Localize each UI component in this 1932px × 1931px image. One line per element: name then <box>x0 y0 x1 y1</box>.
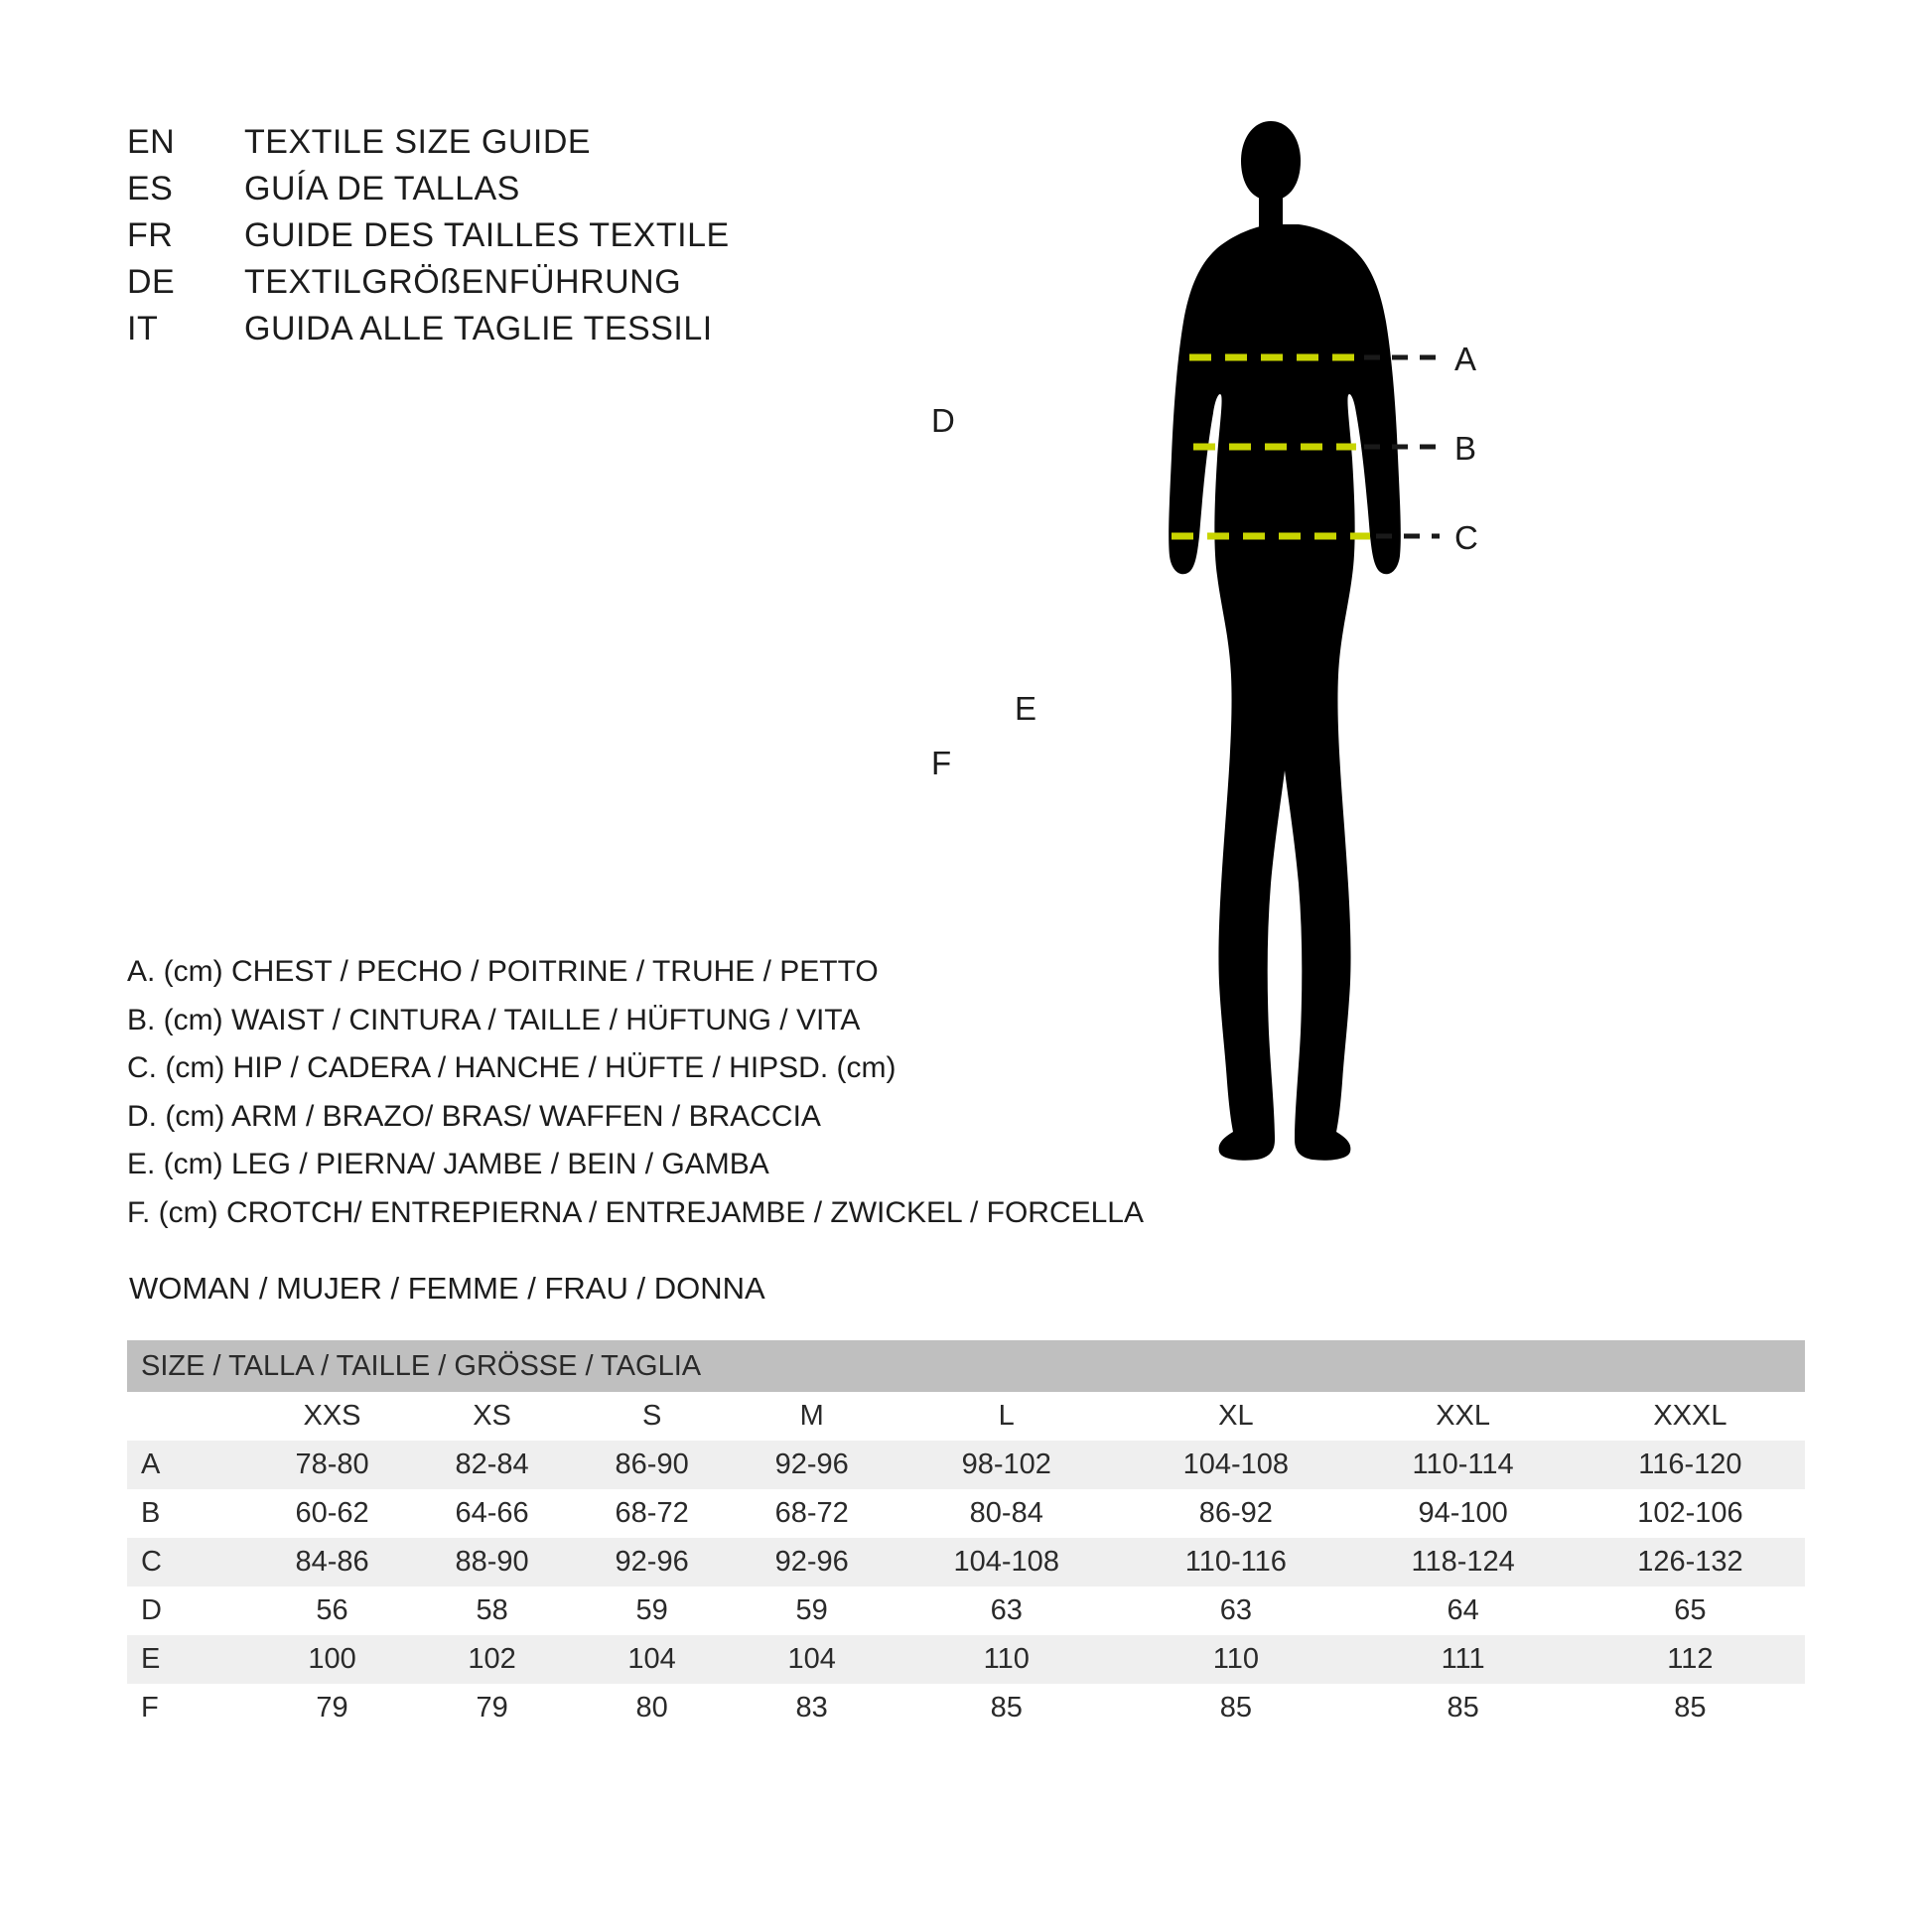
cell-f-xl: 85 <box>1219 1692 1252 1724</box>
cell-f-xxl: 85 <box>1447 1692 1479 1724</box>
title-lang-fr: FR <box>127 215 174 254</box>
column-xxxl: XXXL <box>1653 1400 1727 1432</box>
legend-item-b: B. (cm) WAIST / CINTURA / TAILLE / HÜFTUNG / VITA <box>127 1003 861 1036</box>
cell-e-l: 110 <box>983 1643 1030 1675</box>
callout-label-a: A <box>1454 341 1477 377</box>
column-xxl: XXL <box>1436 1400 1491 1432</box>
title-row <box>127 259 941 306</box>
table-header-row <box>127 1340 1805 1392</box>
cell-f-l: 85 <box>990 1692 1023 1724</box>
column-s: S <box>641 1400 662 1432</box>
cell-f-xs: 79 <box>476 1692 508 1724</box>
cell-a-xs: 82-84 <box>455 1448 529 1480</box>
cell-c-xxl: 118-124 <box>1411 1546 1515 1578</box>
cell-f-s: 80 <box>635 1692 668 1724</box>
measurement-legend <box>127 948 1239 1238</box>
cell-a-xl: 104-108 <box>1182 1448 1290 1480</box>
table-columns-row <box>127 1392 1805 1441</box>
cell-b-xxs: 60-62 <box>295 1497 369 1529</box>
cell-c-s: 92-96 <box>615 1546 689 1578</box>
table-row <box>127 1489 1805 1538</box>
size-table <box>127 1340 1805 1732</box>
title-lang-es: ES <box>127 169 174 207</box>
row-label-c: C <box>141 1546 162 1578</box>
cell-d-xxl: 64 <box>1447 1594 1479 1626</box>
legend-item-d: D. (cm) ARM / BRAZO/ BRAS/ WAFFEN / BRACCIA <box>127 1099 821 1133</box>
column-m: M <box>799 1400 824 1432</box>
title-text-en: TEXTILE SIZE GUIDE <box>244 123 592 161</box>
cell-b-xl: 86-92 <box>1198 1497 1273 1529</box>
table-row <box>127 1441 1805 1489</box>
title-block <box>127 119 941 352</box>
cell-b-s: 68-72 <box>615 1497 689 1529</box>
cell-d-l: 63 <box>990 1594 1023 1626</box>
cell-e-xxl: 111 <box>1441 1643 1485 1675</box>
legend-item-a: A. (cm) CHEST / PECHO / POITRINE / TRUHE / PETTO <box>127 955 879 988</box>
group-caption: WOMAN / MUJER / FEMME / FRAU / DONNA <box>129 1271 765 1306</box>
bracket-label-e: E <box>1015 690 1037 727</box>
row-label-f: F <box>141 1692 159 1724</box>
row-label-e: E <box>141 1643 161 1675</box>
title-lang-it: IT <box>127 309 159 347</box>
cell-c-xl: 110-116 <box>1184 1546 1287 1578</box>
cell-d-m: 59 <box>795 1594 828 1626</box>
title-lang-en: EN <box>127 123 176 161</box>
cell-e-xs: 102 <box>468 1643 516 1675</box>
cell-c-l: 104-108 <box>953 1546 1059 1578</box>
cell-f-xxs: 79 <box>316 1692 348 1724</box>
title-text-it: GUIDA ALLE TAGLIE TESSILI <box>244 309 713 347</box>
title-row <box>127 212 941 259</box>
cell-a-s: 86-90 <box>615 1448 689 1480</box>
title-row <box>127 166 941 212</box>
title-lang-de: DE <box>127 262 176 301</box>
row-label-d: D <box>141 1594 162 1626</box>
cell-b-m: 68-72 <box>774 1497 849 1529</box>
bracket-label-f: F <box>931 745 952 781</box>
table-row <box>127 1538 1805 1586</box>
cell-a-xxs: 78-80 <box>295 1448 369 1480</box>
cell-d-xxxl: 65 <box>1674 1594 1707 1626</box>
legend-item-e: E. (cm) LEG / PIERNA/ JAMBE / BEIN / GAMBA <box>127 1148 769 1181</box>
cell-b-l: 80-84 <box>969 1497 1043 1529</box>
cell-d-s: 59 <box>635 1594 668 1626</box>
cell-b-xxl: 94-100 <box>1418 1497 1508 1529</box>
row-label-b: B <box>141 1497 161 1529</box>
cell-b-xs: 64-66 <box>455 1497 529 1529</box>
cell-e-m: 104 <box>787 1643 836 1675</box>
column-xxs: XXS <box>303 1400 361 1432</box>
cell-e-s: 104 <box>627 1643 676 1675</box>
cell-a-xxxl: 116-120 <box>1638 1448 1742 1480</box>
column-l: L <box>998 1400 1015 1432</box>
title-text-fr: GUIDE DES TAILLES TEXTILE <box>244 215 730 254</box>
cell-c-xxs: 84-86 <box>295 1546 369 1578</box>
cell-e-xl: 110 <box>1212 1643 1259 1675</box>
cell-a-xxl: 110-114 <box>1412 1448 1514 1480</box>
cell-b-xxxl: 102-106 <box>1637 1497 1743 1529</box>
legend-item-c: C. (cm) HIP / CADERA / HANCHE / HÜFTE / HIPSD. (cm) <box>127 1051 897 1085</box>
row-label-a: A <box>141 1448 161 1480</box>
cell-c-xxxl: 126-132 <box>1637 1546 1743 1578</box>
cell-e-xxxl: 112 <box>1667 1643 1714 1675</box>
column-corner <box>127 1392 252 1441</box>
callout-label-c: C <box>1454 519 1478 556</box>
title-row <box>127 306 941 352</box>
cell-c-m: 92-96 <box>774 1546 849 1578</box>
column-xl: XL <box>1218 1400 1254 1432</box>
table-row <box>127 1586 1805 1635</box>
column-xs: XS <box>473 1400 511 1432</box>
cell-d-xs: 58 <box>476 1594 508 1626</box>
cell-e-xxs: 100 <box>308 1643 356 1675</box>
table-title: SIZE / TALLA / TAILLE / GRÖSSE / TAGLIA <box>141 1349 702 1382</box>
cell-a-m: 92-96 <box>774 1448 849 1480</box>
title-row <box>127 119 941 166</box>
cell-d-xxs: 56 <box>316 1594 348 1626</box>
cell-f-m: 83 <box>795 1692 828 1724</box>
cell-a-l: 98-102 <box>961 1448 1051 1480</box>
bracket-label-d: D <box>931 402 955 439</box>
cell-c-xs: 88-90 <box>455 1546 529 1578</box>
callout-label-b: B <box>1454 430 1477 467</box>
legend-item-f: F. (cm) CROTCH/ ENTREPIERNA / ENTREJAMBE / ZWICKEL / FORCELLA <box>127 1195 1144 1229</box>
table-row <box>127 1684 1805 1732</box>
cell-d-xl: 63 <box>1219 1594 1252 1626</box>
cell-f-xxxl: 85 <box>1674 1692 1707 1724</box>
title-text-de: TEXTILGRÖßENFÜHRUNG <box>244 262 682 301</box>
table-row <box>127 1635 1805 1684</box>
title-text-es: GUÍA DE TALLAS <box>244 169 520 207</box>
